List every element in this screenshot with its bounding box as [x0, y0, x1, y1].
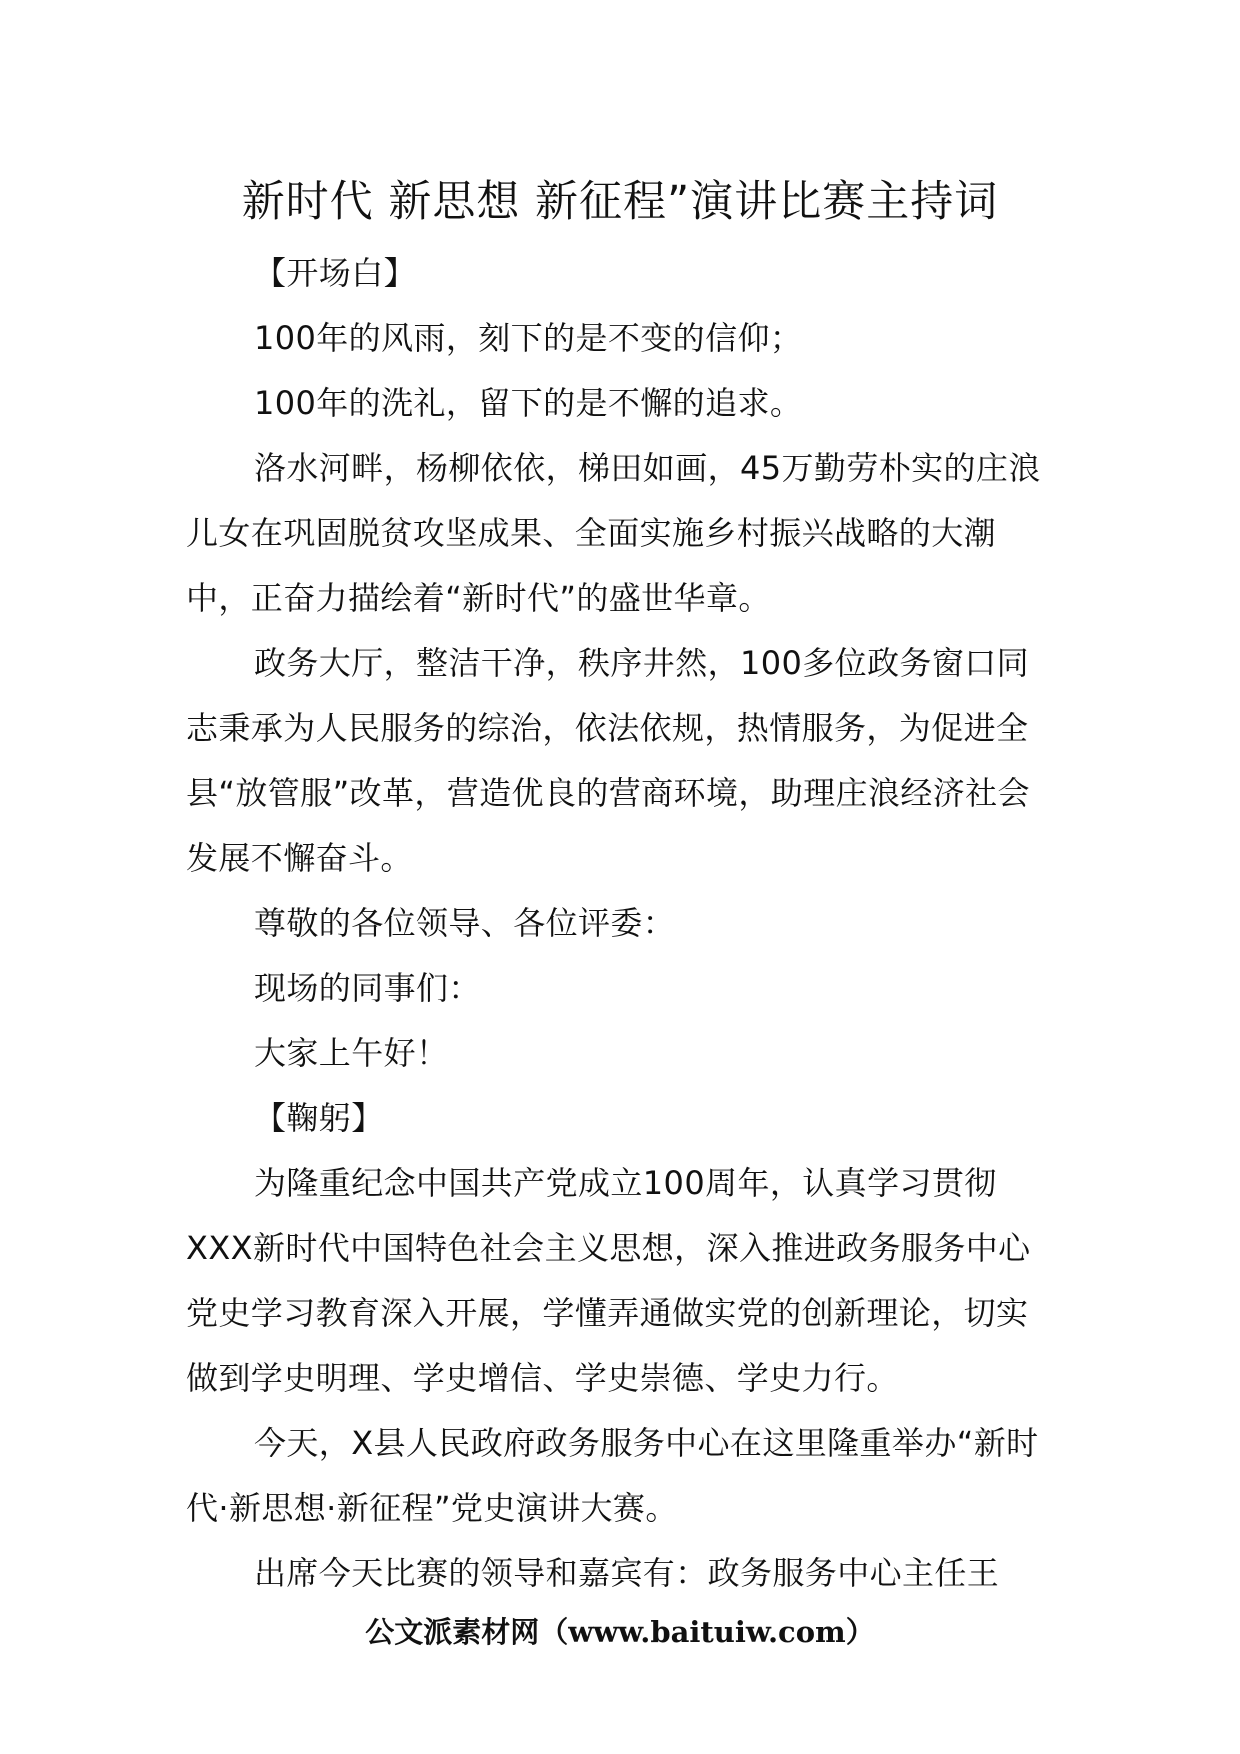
- paragraph-bow-heading: 【鞠躬】: [254, 1099, 384, 1137]
- paragraph-opening-heading: 【开场白】: [254, 254, 417, 292]
- page-footer-source: 公文派素材网（www.baituiw.com）: [365, 1615, 875, 1649]
- paragraph: 政务大厅，整洁干净，秩序井然，100多位政务窗口同志秉承为人民服务的综治，依法依规，热情服务，为促进全县“放管服”改革，营造优良的营商环境，助理庄浪经济社会发展不懈奋斗。: [186, 644, 1030, 877]
- paragraph: 洛水河畔，杨柳依依，梯田如画，45万勤劳朴实的庄浪儿女在巩固脱贫攻坚成果、全面实施乡村振兴战略的大潮中，正奋力描绘着“新时代”的盛世华章。: [186, 449, 1041, 617]
- document-title: 新时代 新思想 新征程”演讲比赛主持词: [241, 177, 999, 227]
- paragraph: 100年的洗礼，留下的是不懈的追求。: [254, 384, 803, 422]
- paragraph: 今天，X县人民政府政务服务中心在这里隆重举办“新时代·新思想·新征程”党史演讲大赛。: [186, 1424, 1039, 1527]
- paragraph: 为隆重纪念中国共产党成立100周年，认真学习贯彻XXX新时代中国特色社会主义思想，深入推进政务服务中心党史学习教育深入开展，学懂弄通做实党的创新理论，切实做到学史明理、学史增信、学史崇德、学史力行。: [186, 1164, 1031, 1397]
- document-body: [186, 241, 1056, 1606]
- paragraph-greeting: 大家上午好！: [254, 1034, 449, 1072]
- paragraph-greeting: 现场的同事们：: [254, 969, 481, 1007]
- paragraph: 出席今天比赛的领导和嘉宾有：政务服务中心主任王: [254, 1554, 1000, 1592]
- paragraph-greeting: 尊敬的各位领导、各位评委：: [254, 904, 676, 942]
- paragraph: 100年的风雨，刻下的是不变的信仰；: [254, 319, 803, 357]
